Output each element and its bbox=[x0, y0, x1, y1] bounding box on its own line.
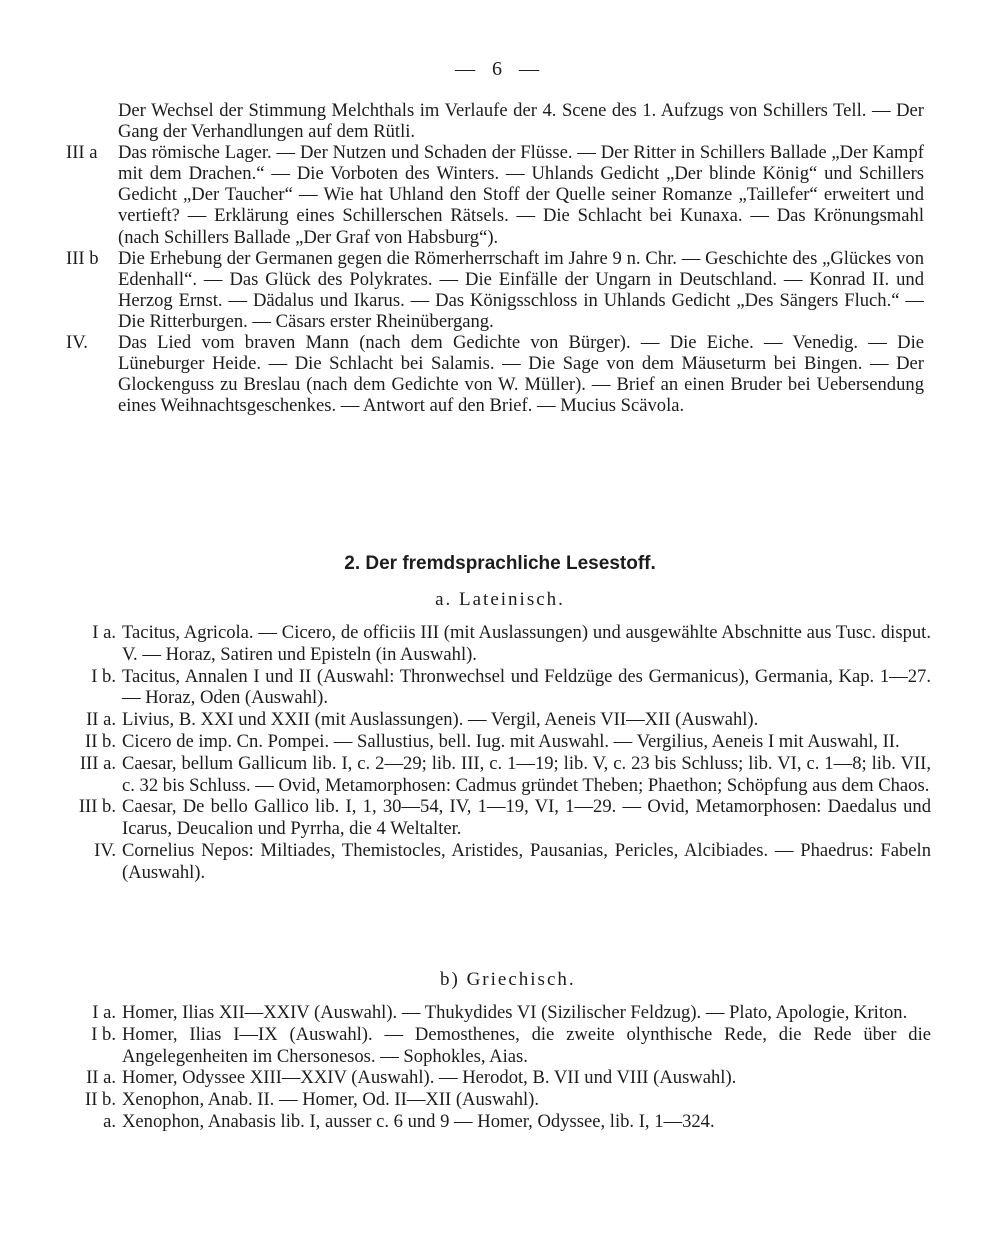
page-number: — 6 — bbox=[455, 58, 545, 80]
list-item bbox=[0, 142, 1000, 247]
list-item bbox=[0, 332, 1000, 416]
entry-text: Das Lied vom braven Mann (nach dem Gedichte von Bürger). — Die Eiche. — Venedig. — Die Lüneburger Heide. — Die Schlacht bei Salamis. — Die Sage von dem Mäuseturm bei Bingen. — Der Glockenguss zu Breslau (nach dem Gedichte von W. Müller). — Brief an einen Bruder bei Uebersendung eines Weihnachtsgeschenkes. — Antwort auf den Brief. — Mucius Scävola. bbox=[118, 332, 924, 417]
class-label: III a. bbox=[79, 752, 116, 774]
class-label: I b. bbox=[91, 1023, 116, 1045]
entry-text: Cornelius Nepos: Miltiades, Themistocles, Aristides, Pausanias, Pericles, Alcibiades. — Phaedrus: Fabeln (Auswahl). bbox=[122, 839, 931, 883]
section-heading: 2. Der fremdsprachliche Lesestoff. bbox=[344, 553, 656, 574]
list-item bbox=[0, 1067, 1000, 1089]
class-label: IV. bbox=[66, 332, 88, 354]
list-item bbox=[0, 622, 1000, 666]
entry-text: Tacitus, Agricola. — Cicero, de officiis III (mit Auslassungen) und ausgewählte Abschnitte aus Tusc. disput. V. — Horaz, Satiren und Episteln (in Auswahl). bbox=[122, 622, 931, 665]
greek-subheading: b) Griechisch. bbox=[440, 969, 576, 990]
class-label: II a. bbox=[86, 1067, 116, 1089]
entry-text: Homer, Odyssee XIII—XXIV (Auswahl). — Herodot, B. VII und VIII (Auswahl). bbox=[122, 1067, 737, 1089]
list-item bbox=[0, 100, 1000, 142]
entry-text: Cicero de imp. Cn. Pompei. — Sallustius, bell. Iug. mit Auswahl. — Vergilius, Aeneis I mit Auswahl, II. bbox=[122, 730, 900, 752]
class-label: II b. bbox=[85, 730, 116, 752]
class-label: III a bbox=[66, 142, 98, 164]
entry-text: Livius, B. XXI und XXII (mit Auslassungen). — Vergil, Aeneis VII—XII (Auswahl). bbox=[122, 709, 759, 731]
entry-text: Caesar, bellum Gallicum lib. I, c. 2—29; lib. III, c. 1—19; lib. V, c. 23 bis Schluss; lib. VI, c. 1—8; lib. VII, c. 32 bis Schluss. — Ovid, Metamorphosen: Cadmus gründet Theben; Phaethon; Schöpfung aus dem Chaos. bbox=[122, 752, 931, 796]
german-topics-section bbox=[0, 100, 1000, 416]
entry-text: Caesar, De bello Gallico lib. I, 1, 30—54, IV, 1—19, VI, 1—29. — Ovid, Metamorphosen: Daedalus und Icarus, Deucalion und Pyrrha, die 4 Weltalter. bbox=[122, 796, 931, 840]
list-item bbox=[0, 1089, 1000, 1111]
entry-text: Xenophon, Anabasis lib. I, ausser c. 6 und 9 — Homer, Odyssee, lib. I, 1—324. bbox=[122, 1110, 715, 1132]
class-label: IV. bbox=[94, 839, 116, 861]
greek-reading-list bbox=[0, 1002, 1000, 1133]
list-item bbox=[0, 753, 1000, 797]
latin-reading-list bbox=[0, 622, 1000, 884]
list-item bbox=[0, 1024, 1000, 1068]
entry-text: Das römische Lager. — Der Nutzen und Schaden der Flüsse. — Der Ritter in Schillers Ballade „Der Kampf mit dem Drachen.“ — Die Vorboten des Winters. — Uhlands Gedicht „Der blinde König“ und Schillers Gedicht „Der Taucher“ — Wie hat Uhland den Stoff der Quelle seiner Romanze „Taillefer“ erweitert und vertieft? — Erklärung eines Schillerschen Rätsels. — Die Schlacht bei Kunaxa. — Das Krönungsmahl (nach Schillers Ballade „Der Graf von Habsburg“). bbox=[118, 142, 924, 248]
class-label: I b. bbox=[91, 665, 116, 687]
list-item bbox=[0, 731, 1000, 753]
class-label: II a. bbox=[86, 709, 116, 731]
latin-subheading: a. Lateinisch. bbox=[435, 589, 565, 610]
entry-text: Homer, Ilias XII—XXIV (Auswahl). — Thukydides VI (Sizilischer Feldzug). — Plato, Apologie, Kriton. bbox=[122, 1002, 908, 1023]
list-item bbox=[0, 840, 1000, 884]
list-item bbox=[0, 796, 1000, 840]
class-label: a. bbox=[103, 1110, 116, 1132]
list-item bbox=[0, 666, 1000, 710]
class-label: II b. bbox=[85, 1089, 116, 1111]
entry-text: Die Erhebung der Germanen gegen die Römerherrschaft im Jahre 9 n. Chr. — Geschichte des „Glückes von Edenhall“. — Das Glück des Polykrates. — Die Einfälle der Ungarn in Deutschland. — Konrad II. und Herzog Ernst. — Dädalus und Ikarus. — Das Königsschloss in Uhlands Gedicht „Des Sängers Fluch.“ — Die Ritterburgen. — Cäsars erster Rheinübergang. bbox=[118, 247, 924, 332]
entry-text: Der Wechsel der Stimmung Melchthals im Verlaufe der 4. Scene des 1. Aufzugs von Schillers Tell. — Der Gang der Verhandlungen auf dem Rütli. bbox=[118, 100, 924, 143]
list-item bbox=[0, 1111, 1000, 1133]
list-item bbox=[0, 709, 1000, 731]
class-label: I a. bbox=[92, 1002, 116, 1023]
class-label: III b bbox=[66, 247, 99, 269]
entry-text: Xenophon, Anab. II. — Homer, Od. II—XII (Auswahl). bbox=[122, 1089, 540, 1111]
class-label: III b. bbox=[78, 796, 116, 818]
class-label: I a. bbox=[92, 622, 116, 643]
entry-text: Tacitus, Annalen I und II (Auswahl: Thronwechsel und Feldzüge des Germanicus), Germania, Kap. 1—27. — Horaz, Oden (Auswahl). bbox=[122, 665, 931, 709]
list-item bbox=[0, 248, 1000, 332]
list-item bbox=[0, 1002, 1000, 1024]
entry-text: Homer, Ilias I—IX (Auswahl). — Demosthenes, die zweite olynthische Rede, die Rede über die Angelegenheiten im Chersonesos. — Sophokles, Aias. bbox=[122, 1023, 931, 1067]
